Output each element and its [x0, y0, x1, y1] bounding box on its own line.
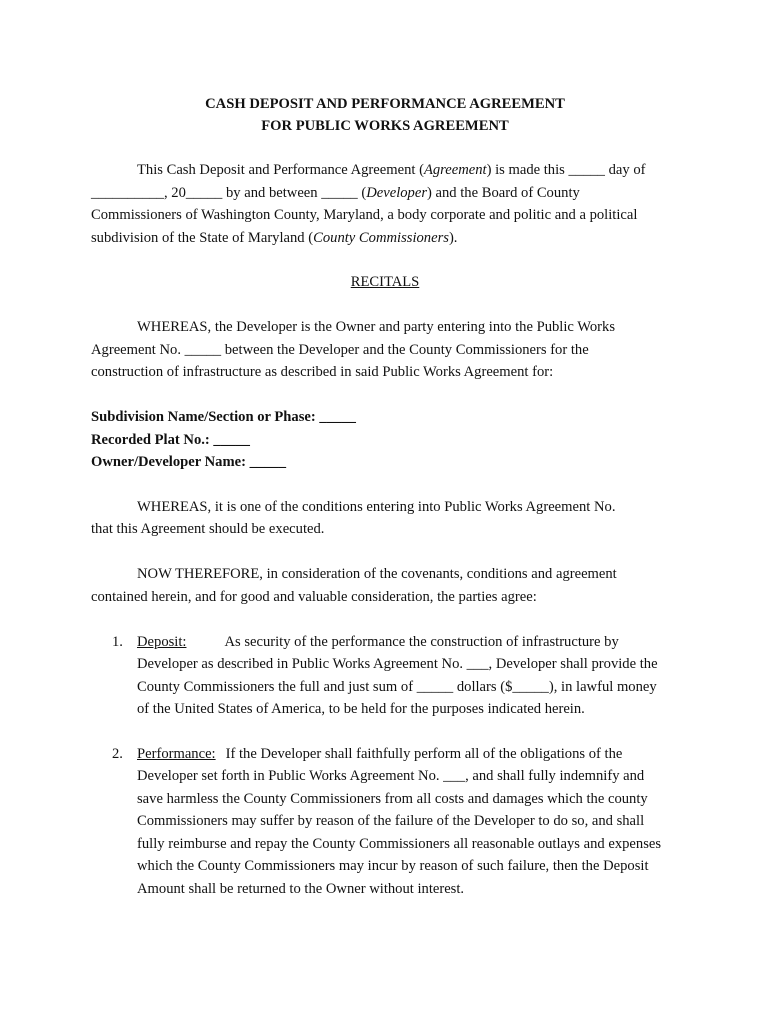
- item-1-line-3: County Commissioners the full and just sum of _____ dollars ($_____), in lawful money: [137, 679, 657, 695]
- intro-line-1: This Cash Deposit and Performance Agreement (Agreement) is made this _____ day of: [137, 162, 646, 178]
- recitals-heading: RECITALS: [350, 274, 420, 290]
- whereas-2-line-2: that this Agreement should be executed.: [91, 521, 325, 537]
- whereas-1-line-1: WHEREAS, the Developer is the Owner and party entering into the Public Works: [137, 319, 616, 335]
- item-1-line-1: Deposit: As security of the performance the construction of infrastructure by: [137, 634, 619, 650]
- field-owner-developer: Owner/Developer Name: _____: [91, 454, 287, 470]
- intro-line-4: subdivision of the State of Maryland (County Commissioners).: [91, 230, 458, 246]
- item-2-line-7: Amount shall be returned to the Owner without interest.: [137, 881, 465, 897]
- item-1-number: 1.: [112, 634, 123, 650]
- whereas-1-line-3: construction of infrastructure as described in said Public Works Agreement for:: [91, 364, 554, 380]
- item-2-line-3: save harmless the County Commissioners from all costs and damages which the county: [137, 791, 648, 807]
- item-2-line-6: which the County Commissioners may incur by reason of such failure, then the Deposit: [137, 858, 649, 874]
- item-2-number: 2.: [112, 746, 123, 762]
- item-2-line-4: Commissioners may suffer by reason of the failure of the Developer to do so, and shall: [137, 813, 645, 829]
- intro-line-2: __________, 20_____ by and between _____ (Developer) and the Board of County: [91, 185, 580, 201]
- intro-line-3: Commissioners of Washington County, Maryland, a body corporate and politic and a political: [91, 207, 638, 223]
- item-2-line-2: Developer set forth in Public Works Agreement No. ___, and shall fully indemnify and: [137, 768, 645, 784]
- item-1-line-2: Developer as described in Public Works Agreement No. ___, Developer shall provide the: [137, 656, 658, 672]
- title-line-1: CASH DEPOSIT AND PERFORMANCE AGREEMENT: [205, 96, 565, 112]
- field-recorded-plat: Recorded Plat No.: _____: [91, 432, 250, 448]
- item-2-line-1: Performance: If the Developer shall faithfully perform all of the obligations of the: [137, 746, 623, 762]
- whereas-1-line-2: Agreement No. _____ between the Developer and the County Commissioners for the: [91, 342, 589, 358]
- now-therefore-line-1: NOW THEREFORE, in consideration of the covenants, conditions and agreement: [137, 566, 617, 582]
- now-therefore-line-2: contained herein, and for good and valuable consideration, the parties agree:: [91, 589, 537, 605]
- field-subdivision: Subdivision Name/Section or Phase: _____: [91, 409, 356, 425]
- whereas-2-line-1: WHEREAS, it is one of the conditions entering into Public Works Agreement No.: [137, 499, 616, 515]
- item-1-line-4: of the United States of America, to be held for the purposes indicated herein.: [137, 701, 585, 717]
- item-2-line-5: fully reimburse and repay the County Commissioners all reasonable outlays and expenses: [137, 836, 662, 852]
- item-1-label: Deposit:: [137, 634, 187, 650]
- title-line-2: FOR PUBLIC WORKS AGREEMENT: [261, 118, 509, 134]
- item-2-label: Performance:: [137, 746, 216, 762]
